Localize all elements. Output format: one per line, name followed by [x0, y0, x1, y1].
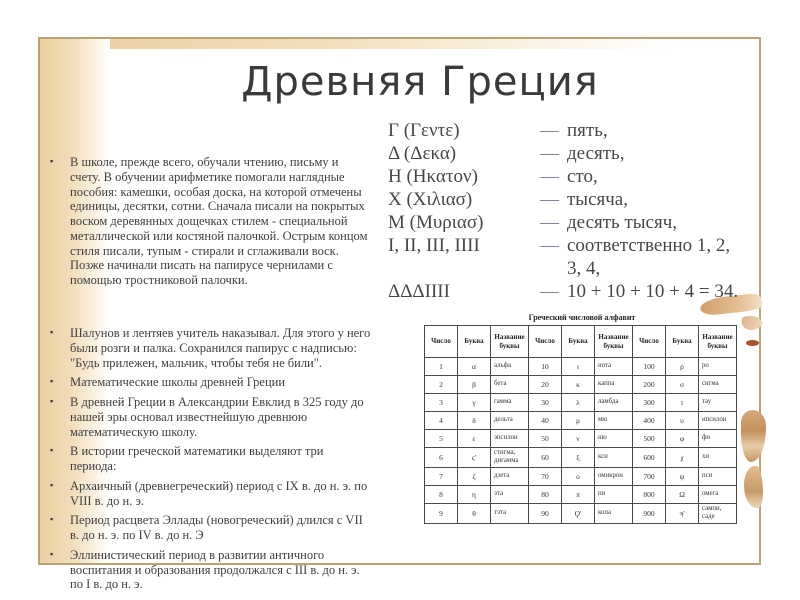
table-cell: θ	[458, 503, 491, 523]
table-cell: 9	[425, 503, 458, 523]
table-header-cell: Число	[425, 326, 458, 358]
table-cell: 1	[425, 358, 458, 376]
table-cell: ψ	[666, 467, 699, 485]
table-cell: 6	[425, 448, 458, 468]
table-cell: 90	[529, 503, 562, 523]
numeral-term: Γ (Γεντε)	[388, 120, 460, 141]
greek-alphabet-table	[424, 325, 737, 524]
table-cell: эта	[491, 485, 529, 503]
clipped-picture-fragment	[741, 410, 766, 462]
numeral-row	[388, 211, 753, 234]
table-cell: 8	[425, 485, 458, 503]
table-cell: τ	[666, 394, 699, 412]
bullet-marker-icon: ▪	[50, 156, 54, 166]
numeral-term: Δ (Δεκα)	[388, 143, 457, 164]
table-cell: α	[458, 358, 491, 376]
table-cell: ламбда	[595, 394, 633, 412]
table-cell: фи	[699, 430, 737, 448]
table-cell: тэта	[491, 503, 529, 523]
table-cell: ро	[699, 358, 737, 376]
table-cell: 10	[529, 358, 562, 376]
table-cell: φ	[666, 430, 699, 448]
numeral-row	[388, 280, 753, 303]
numeral-definition: десять тысяч,	[567, 212, 678, 233]
numeral-dash: —	[540, 143, 559, 164]
table-cell: 3	[425, 394, 458, 412]
table-cell: ипсилон	[699, 412, 737, 430]
numeral-dash: —	[540, 212, 559, 233]
table-cell: копа	[595, 503, 633, 523]
numeral-row	[388, 119, 753, 142]
table-cell: 100	[633, 358, 666, 376]
table-cell: ν	[562, 430, 595, 448]
table-cell: κ	[562, 376, 595, 394]
table-header-cell: Буква	[562, 326, 595, 358]
table-header-cell: Название буквы	[595, 326, 633, 358]
bullet-item	[48, 548, 372, 592]
numeral-definition: соответственно 1, 2, 3, 4,	[567, 235, 731, 279]
table-cell: 700	[633, 467, 666, 485]
numeral-definition: пять,	[567, 120, 608, 141]
table-cell: 70	[529, 467, 562, 485]
table-cell: 300	[633, 394, 666, 412]
table-cell: ϛ'	[458, 448, 491, 468]
table-header-cell: Число	[633, 326, 666, 358]
greek-numeral-legend	[388, 119, 753, 303]
table-header-row	[425, 326, 737, 358]
table-cell: 50	[529, 430, 562, 448]
table-header-row	[425, 326, 737, 358]
table-body	[425, 358, 737, 524]
clipped-picture-fragment	[744, 466, 763, 508]
bullet-text: Математические школы древней Греции	[70, 375, 286, 390]
table-cell: пси	[699, 467, 737, 485]
bullet-item	[48, 155, 372, 288]
table-cell: μ	[562, 412, 595, 430]
bullet-text: Архаичный (древнегреческий) период с IX в. до н. э. по VIII в. до н. э.	[70, 478, 368, 508]
bullet-item	[48, 444, 372, 474]
table-title: Греческий числовой алфавит	[528, 313, 636, 322]
table-cell: ρ	[666, 358, 699, 376]
table-cell: сигма	[699, 376, 737, 394]
top-accent-band	[40, 39, 759, 49]
table-cell: δ	[458, 412, 491, 430]
table-cell: иота	[595, 358, 633, 376]
table-cell: ϡ'	[666, 503, 699, 523]
numeral-dash: —	[540, 120, 559, 141]
table-cell: мю	[595, 412, 633, 430]
numeral-term: Η (Ηκατον)	[388, 166, 478, 187]
table-header-cell: Число	[529, 326, 562, 358]
numeral-definition: тысяча,	[567, 189, 628, 210]
table-cell: 7	[425, 467, 458, 485]
numeral-row	[388, 165, 753, 188]
page-title: Древняя Греция	[241, 59, 599, 105]
numeral-term: Μ (Μυριασ)	[388, 212, 484, 233]
table-cell: ε	[458, 430, 491, 448]
table-row	[425, 394, 737, 412]
bullet-marker-icon: ▪	[50, 396, 54, 406]
table-cell: λ	[562, 394, 595, 412]
table-cell: β	[458, 376, 491, 394]
bullet-text: В древней Греции в Александрии Евклид в 325 году до нашей эры основал известнейшую древнюю математическую школу.	[70, 395, 364, 439]
table-cell: 20	[529, 376, 562, 394]
table-cell: омега	[699, 485, 737, 503]
table-cell: 2	[425, 376, 458, 394]
clipped-picture-fragment	[746, 340, 759, 346]
table-cell: 5	[425, 430, 458, 448]
numeral-definition: сто,	[567, 166, 598, 187]
table-cell: гамма	[491, 394, 529, 412]
table-cell: 400	[633, 412, 666, 430]
bullet-text: В истории греческой математики выделяют три периода:	[70, 444, 324, 473]
numeral-row	[388, 188, 753, 211]
table-header-cell: Буква	[666, 326, 699, 358]
table-cell: 4	[425, 412, 458, 430]
table-cell: эпсилон	[491, 430, 529, 448]
table-cell: 900	[633, 503, 666, 523]
table-header-cell: Название буквы	[491, 326, 529, 358]
table-cell: ню	[595, 430, 633, 448]
table-cell: ο	[562, 467, 595, 485]
table-cell: π	[562, 485, 595, 503]
table-row	[425, 485, 737, 503]
numeral-dash: —	[540, 166, 559, 187]
table-cell: альфа	[491, 358, 529, 376]
table-cell: 200	[633, 376, 666, 394]
table-cell: тау	[699, 394, 737, 412]
table-cell: η	[458, 485, 491, 503]
numeral-term: Χ (Χιλιασ)	[388, 189, 473, 210]
bullet-marker-icon: ▪	[50, 445, 54, 456]
table-row	[425, 503, 737, 523]
table-cell: пи	[595, 485, 633, 503]
table-cell: υ	[666, 412, 699, 430]
bullet-marker-icon: ▪	[50, 514, 54, 525]
table-header-cell: Название буквы	[699, 326, 737, 358]
bullet-marker-icon: ▪	[50, 548, 54, 559]
bullet-marker-icon: ▪	[50, 376, 54, 387]
table-cell: Ϙ'	[562, 503, 595, 523]
slide-frame	[38, 37, 761, 592]
numeral-dash: —	[540, 281, 559, 302]
table-cell: каппа	[595, 376, 633, 394]
bullet-item	[48, 375, 372, 390]
table-cell: 40	[529, 412, 562, 430]
alphabet-table-block	[424, 313, 740, 524]
clipped-picture-fragment	[740, 313, 763, 332]
table-row	[425, 412, 737, 430]
bullet-marker-icon: ▪	[50, 479, 54, 490]
numeral-dash: —	[540, 189, 559, 210]
bullet-text: Эллинистический период в развитии античного воспитания и образования продолжался с III в. до н. э. по I в. до н. э.	[70, 547, 360, 592]
table-header-cell: Буква	[458, 326, 491, 358]
table-cell: 800	[633, 485, 666, 503]
table-cell: σ	[666, 376, 699, 394]
bullet-marker-icon: ▪	[50, 327, 54, 337]
table-cell: хи	[699, 448, 737, 468]
table-cell: 60	[529, 448, 562, 468]
table-row	[425, 358, 737, 376]
table-cell: дзета	[491, 467, 529, 485]
numeral-dash: —	[540, 235, 559, 256]
table-row	[425, 448, 737, 468]
table-cell: Ω	[666, 485, 699, 503]
bullet-item	[48, 326, 372, 370]
numeral-definition: 10 + 10 + 10 + 4 = 34.	[567, 281, 739, 302]
table-cell: ξ	[562, 448, 595, 468]
table-cell: ι	[562, 358, 595, 376]
table-row	[425, 376, 737, 394]
table-cell: кси	[595, 448, 633, 468]
bullet-item	[48, 395, 372, 439]
table-cell: сампи, саде	[699, 503, 737, 523]
numeral-row	[388, 142, 753, 165]
bullet-list-bottom	[48, 326, 372, 597]
table-cell: 500	[633, 430, 666, 448]
table-cell: ζ	[458, 467, 491, 485]
bullet-text: Период расцвета Эллады (новогреческий) длился с VII в. до н. э. по IV в. до н. Э	[70, 513, 363, 542]
table-cell: бета	[491, 376, 529, 394]
table-cell: 80	[529, 485, 562, 503]
bullet-item	[48, 513, 372, 543]
table-cell: χ	[666, 448, 699, 468]
numeral-term: ΔΔΔIIII	[388, 281, 450, 302]
table-cell: γ	[458, 394, 491, 412]
table-cell: дельта	[491, 412, 529, 430]
table-row	[425, 430, 737, 448]
numeral-term: I, II, III, IIII	[388, 235, 480, 256]
table-cell: омикрон	[595, 467, 633, 485]
table-cell: 600	[633, 448, 666, 468]
table-cell: 30	[529, 394, 562, 412]
table-cell: стигма, дигамма	[491, 448, 529, 468]
bullet-text: Шалунов и лентяев учитель наказывал. Для этого у него были розги и палка. Сохранился папирус с надписью: "Будь прилежен, мальчик, чтобы тебя не били".	[70, 326, 371, 370]
numeral-definition: десять,	[567, 143, 625, 164]
bullet-item	[48, 479, 372, 509]
numeral-row	[388, 234, 753, 280]
table-row	[425, 467, 737, 485]
bullet-text: В школе, прежде всего, обучали чтению, письму и счету. В обучении арифметике помогали наглядные пособия: камешки, особая доска, на которой отмечены единицы, десятки, сотни. Сначала писали на покрытых воском деревянных дощечках стилем - специальной металлической или костяной палочкой. Острым концом стиля писали, тупым - стирали и сглаживали воск. Позже начинали писать на папирусе чернилами с помощью тростниковой палочки.	[70, 155, 368, 287]
bullet-list-top	[48, 155, 372, 293]
